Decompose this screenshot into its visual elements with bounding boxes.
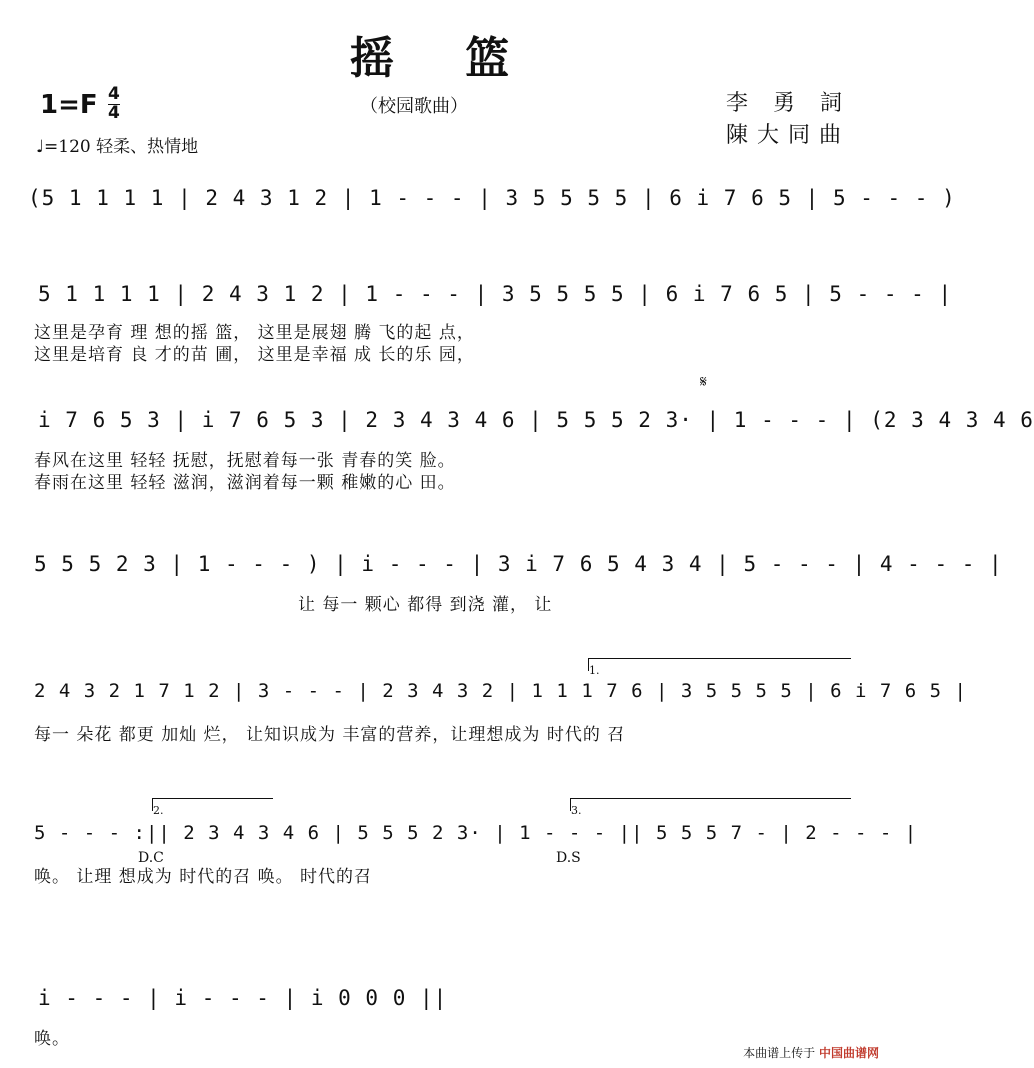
composer: 陳大同曲 — [726, 123, 851, 148]
lyrics-row-3-verse-2: 春雨在这里 轻轻 滋润，滋润着每一颗 稚嫩的心 田。 — [34, 473, 456, 493]
time-sig-top: 4 — [108, 84, 120, 104]
site-logo[interactable]: 中国曲谱网 — [818, 1046, 879, 1060]
page-title: 摇 篮 — [349, 33, 538, 84]
time-sig-bottom: 4 — [108, 103, 120, 123]
subtitle: （校园歌曲） — [360, 96, 468, 117]
volta-2-bracket — [152, 798, 273, 817]
key-signature: 1=F — [40, 90, 98, 120]
lyrics-row-6: 唤。 让理 想成为 时代的召 唤。 时代的召 — [34, 867, 373, 887]
footer-text: 本曲谱上传于 — [743, 1046, 816, 1060]
segno-mark: 𝄋 — [700, 372, 707, 391]
lyrics-row-5: 每一 朵花 都更 加灿 烂， 让知识成为 丰富的营养，让理想成为 时代的 召 — [34, 725, 626, 745]
dc-marker: D.C — [138, 850, 164, 866]
volta-3-label: 3. — [571, 804, 582, 817]
notation-row-1: (5 1 1 1 1 | 2 4 3 1 2 | 1 - - - | 3 5 5 5 5 | 6 i 7 6 5 | 5 - - - ) — [28, 186, 956, 210]
notation-row-6: 5 - - - :|| 2 3 4 3 4 6 | 5 5 5 2 3· | 1 - - - || 5 5 5 7 - | 2 - - - | — [34, 822, 918, 844]
volta-1-bracket — [588, 658, 851, 677]
time-signature — [108, 86, 120, 123]
footer-credit — [743, 1044, 879, 1061]
notation-row-3: i 7 6 5 3 | i 7 6 5 3 | 2 3 4 3 4 6 | 5 5 5 2 3· | 1 - - - | (2 3 4 3 4 6 — [38, 408, 1034, 432]
lyricist: 李 勇 詞 — [726, 91, 851, 116]
lyrics-row-2-verse-2: 这里是培育 良 才的苗 圃， 这里是幸福 成 长的乐 园， — [34, 345, 475, 365]
notation-row-5: 2 4 3 2 1 7 1 2 | 3 - - - | 2 3 4 3 2 | 1 1 1 7 6 | 3 5 5 5 5 | 6 i 7 6 5 | — [34, 680, 967, 702]
ds-marker: D.S — [556, 850, 581, 866]
volta-1-label: 1. — [589, 664, 600, 677]
volta-3-bracket — [570, 798, 851, 817]
tempo-marking: ♩=120 轻柔、热情地 — [36, 137, 199, 157]
lyrics-row-4: 让 每一 颗心 都得 到浇 灌， 让 — [298, 595, 553, 615]
notation-row-4: 5 5 5 2 3 | 1 - - - ) | i - - - | 3 i 7 6 5 4 3 4 | 5 - - - | 4 - - - | — [34, 552, 1003, 576]
notation-row-7: i - - - | i - - - | i 0 0 0 || — [38, 986, 448, 1010]
lyrics-row-2-verse-1: 这里是孕育 理 想的摇 篮， 这里是展翅 腾 飞的起 点， — [34, 323, 475, 343]
lyrics-row-3-verse-1: 春风在这里 轻轻 抚慰，抚慰着每一张 青春的笑 脸。 — [34, 451, 456, 471]
notation-row-2: 5 1 1 1 1 | 2 4 3 1 2 | 1 - - - | 3 5 5 5 5 | 6 i 7 6 5 | 5 - - - | — [38, 282, 953, 306]
volta-2-label: 2. — [153, 804, 164, 817]
lyrics-row-7: 唤。 — [34, 1029, 70, 1049]
